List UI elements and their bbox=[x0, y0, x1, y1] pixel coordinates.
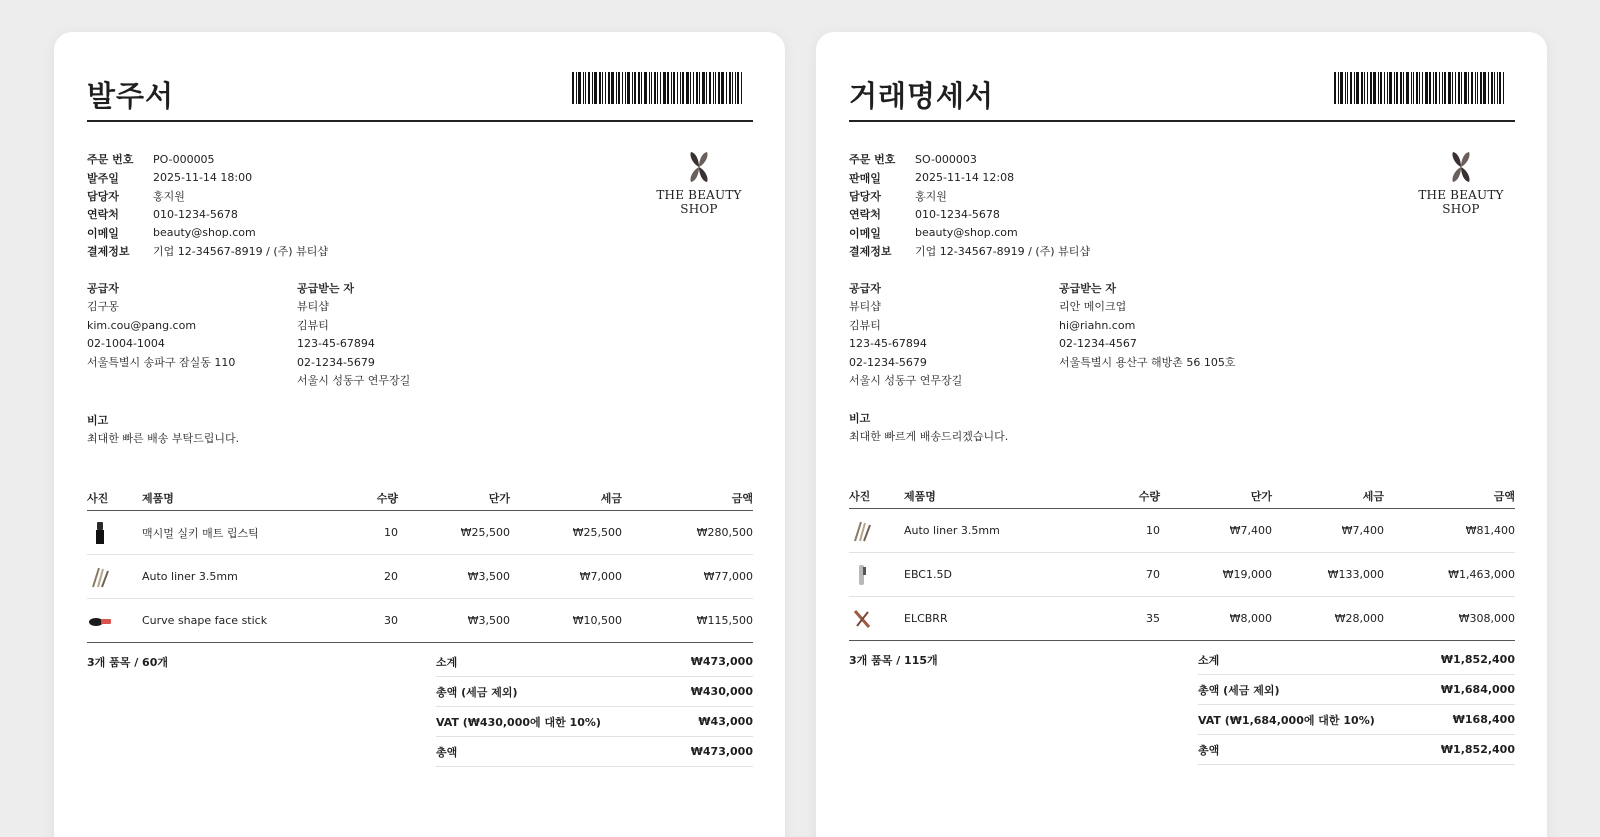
receiver-line: 서울시 성동구 연무장길 bbox=[297, 373, 411, 387]
document-title: 발주서 bbox=[87, 79, 175, 113]
memo-text: 최대한 빠르게 배송드리겠습니다. bbox=[849, 430, 1009, 443]
totals-summary bbox=[1198, 645, 1515, 765]
barcode-stripe bbox=[1433, 72, 1434, 104]
barcode-stripe bbox=[1384, 72, 1385, 104]
info-label: 주문 번호 bbox=[849, 153, 896, 167]
order-info bbox=[849, 150, 1090, 260]
col-price: 단가 bbox=[1250, 489, 1272, 503]
info-row-email bbox=[849, 224, 1090, 242]
table-row bbox=[87, 555, 753, 599]
supplier-line: 02-1004-1004 bbox=[87, 337, 165, 351]
brand-logo bbox=[649, 150, 749, 216]
item-name: Curve shape face stick bbox=[142, 614, 268, 627]
barcode-stripe bbox=[638, 72, 640, 104]
summary-label: 총액 bbox=[436, 745, 458, 759]
barcode-stripe bbox=[1477, 72, 1478, 104]
barcode-stripe bbox=[1396, 72, 1398, 104]
summary-value: ₩168,400 bbox=[1452, 713, 1515, 726]
col-qty: 수량 bbox=[376, 491, 398, 505]
barcode-stripe bbox=[1338, 72, 1339, 104]
table-row bbox=[849, 509, 1515, 553]
barcode-stripe bbox=[1425, 72, 1428, 104]
info-value: 010-1234-5678 bbox=[915, 207, 1000, 221]
summary-value: ₩1,852,400 bbox=[1440, 743, 1515, 756]
barcode-stripe bbox=[1334, 72, 1336, 104]
barcode-stripe bbox=[682, 72, 684, 104]
barcode-stripe bbox=[1491, 72, 1493, 104]
barcode-stripe bbox=[732, 72, 733, 104]
item-name: Auto liner 3.5mm bbox=[904, 524, 1000, 537]
memo bbox=[87, 412, 239, 448]
barcode-stripe bbox=[1497, 72, 1498, 104]
summary-row-vat bbox=[1198, 705, 1515, 735]
summary-row-net bbox=[1198, 675, 1515, 705]
info-value: 2025-11-14 12:08 bbox=[915, 171, 1015, 185]
barcode-stripe bbox=[671, 72, 672, 104]
info-row-email bbox=[87, 224, 328, 242]
barcode-stripe bbox=[1340, 72, 1343, 104]
item-tax: ₩10,500 bbox=[572, 614, 622, 627]
summary-label: 총액 (세금 제외) bbox=[1198, 683, 1280, 697]
barcode-stripe bbox=[1389, 72, 1392, 104]
memo-heading: 비고 bbox=[87, 414, 109, 427]
barcode-stripe bbox=[715, 72, 716, 104]
memo bbox=[849, 410, 1008, 446]
parties bbox=[87, 280, 507, 390]
barcode-stripe bbox=[644, 72, 647, 104]
info-label: 결제정보 bbox=[87, 245, 130, 259]
barcode-stripe bbox=[625, 72, 626, 104]
barcode-stripe bbox=[616, 72, 617, 104]
brand-logo bbox=[1411, 150, 1511, 216]
barcode-stripe bbox=[1373, 72, 1376, 104]
barcode-stripe bbox=[693, 72, 694, 104]
barcode-stripe bbox=[578, 72, 581, 104]
barcode-stripe bbox=[663, 72, 666, 104]
col-name: 제품명 bbox=[904, 489, 936, 503]
barcode-stripe bbox=[741, 72, 742, 104]
barcode-stripe bbox=[735, 72, 736, 104]
barcode-stripe bbox=[611, 72, 614, 104]
photo-cell bbox=[87, 520, 142, 546]
barcode-stripe bbox=[1503, 72, 1504, 104]
summary-value: ₩473,000 bbox=[690, 745, 753, 758]
photo-cell bbox=[849, 562, 904, 588]
receiver-line: 02-1234-5679 bbox=[297, 355, 375, 369]
item-count: 3개 품목 / 60개 bbox=[87, 656, 168, 669]
barcode-stripe bbox=[726, 72, 727, 104]
barcode-stripe bbox=[1455, 72, 1456, 104]
summary-label: 소계 bbox=[436, 655, 458, 669]
barcode-icon bbox=[1334, 72, 1506, 104]
barcode-stripe bbox=[718, 72, 720, 104]
item-qty: 70 bbox=[1146, 568, 1160, 581]
item-qty: 30 bbox=[384, 614, 398, 627]
supplier-line: 서울시 성동구 연무장길 bbox=[849, 373, 963, 387]
info-label: 이메일 bbox=[87, 226, 119, 240]
supplier-heading: 공급자 bbox=[849, 282, 881, 295]
barcode-stripe bbox=[1411, 72, 1412, 104]
info-value: 010-1234-5678 bbox=[153, 207, 238, 221]
barcode-stripe bbox=[1461, 72, 1462, 104]
barcode-stripe bbox=[1429, 72, 1431, 104]
receiver-line: 123-45-67894 bbox=[297, 337, 375, 351]
col-tax: 세금 bbox=[1362, 489, 1384, 503]
barcode-stripe bbox=[686, 72, 689, 104]
barcode-stripe bbox=[709, 72, 711, 104]
purchase-order-card bbox=[54, 32, 785, 837]
title-divider bbox=[87, 120, 753, 122]
item-amount: ₩308,000 bbox=[1458, 612, 1515, 625]
item-price: ₩19,000 bbox=[1222, 568, 1272, 581]
items-table bbox=[849, 483, 1515, 641]
summary-row-total bbox=[1198, 735, 1515, 765]
item-price: ₩3,500 bbox=[467, 614, 510, 627]
item-name: ELCBRR bbox=[904, 612, 948, 625]
table-row bbox=[87, 599, 753, 643]
receiver-line: 김뷰티 bbox=[297, 318, 329, 332]
supplier-block bbox=[849, 280, 1059, 390]
brush-icon bbox=[849, 518, 875, 544]
barcode-stripe bbox=[1403, 72, 1404, 104]
item-qty: 10 bbox=[384, 526, 398, 539]
item-amount: ₩280,500 bbox=[696, 526, 753, 539]
item-count: 3개 품목 / 115개 bbox=[849, 654, 938, 667]
barcode-stripe bbox=[1468, 72, 1469, 104]
item-tax: ₩7,000 bbox=[579, 570, 622, 583]
barcode-stripe bbox=[660, 72, 661, 104]
item-price: ₩8,000 bbox=[1229, 612, 1272, 625]
receiver-heading: 공급받는 자 bbox=[1059, 282, 1116, 295]
barcode-stripe bbox=[1422, 72, 1423, 104]
barcode-stripe bbox=[696, 72, 698, 104]
barcode-stripe bbox=[632, 72, 633, 104]
summary-row-vat bbox=[436, 707, 753, 737]
items-table bbox=[87, 485, 753, 643]
summary-row-subtotal bbox=[436, 647, 753, 677]
barcode-stripe bbox=[1345, 72, 1346, 104]
tube-icon bbox=[849, 562, 875, 588]
info-value: beauty@shop.com bbox=[915, 226, 1018, 240]
item-name: Auto liner 3.5mm bbox=[142, 570, 238, 583]
supplier-line: 123-45-67894 bbox=[849, 337, 927, 351]
barcode-stripe bbox=[690, 72, 691, 104]
item-qty: 20 bbox=[384, 570, 398, 583]
photo-cell bbox=[849, 518, 904, 544]
info-value: PO-000005 bbox=[153, 152, 215, 166]
barcode-stripe bbox=[729, 72, 731, 104]
receiver-line: 뷰티샵 bbox=[297, 300, 329, 314]
items-header bbox=[849, 483, 1515, 509]
logo-text: THE BEAUTY SHOP bbox=[656, 188, 742, 216]
info-label: 담당자 bbox=[849, 189, 881, 203]
barcode-stripe bbox=[1452, 72, 1453, 104]
barcode-stripe bbox=[677, 72, 678, 104]
summary-label: VAT (₩1,684,000에 대한 10%) bbox=[1198, 713, 1375, 727]
info-row-manager bbox=[849, 187, 1090, 205]
item-price: ₩7,400 bbox=[1229, 524, 1272, 537]
barcode-stripe bbox=[588, 72, 590, 104]
barcode-stripe bbox=[657, 72, 658, 104]
info-value: 홍지원 bbox=[153, 189, 185, 203]
transaction-statement-card bbox=[816, 32, 1547, 837]
supplier-block bbox=[87, 280, 297, 390]
barcode-stripe bbox=[594, 72, 597, 104]
summary-label: 총액 (세금 제외) bbox=[436, 685, 518, 699]
supplier-line: 서울특별시 송파구 잠실동 110 bbox=[87, 355, 236, 369]
barcode-stripe bbox=[1471, 72, 1473, 104]
info-row-date bbox=[849, 168, 1090, 186]
summary-label: 총액 bbox=[1198, 743, 1220, 757]
barcode-stripe bbox=[1448, 72, 1451, 104]
summary-row-net bbox=[436, 677, 753, 707]
info-row-order-number bbox=[849, 150, 1090, 168]
barcode-stripe bbox=[585, 72, 586, 104]
barcode-stripe bbox=[1364, 72, 1365, 104]
col-qty: 수량 bbox=[1138, 489, 1160, 503]
info-label: 주문 번호 bbox=[87, 153, 134, 167]
info-value: SO-000003 bbox=[915, 152, 977, 166]
barcode-stripe bbox=[576, 72, 577, 104]
info-row-phone bbox=[87, 205, 328, 223]
barcode-stripe bbox=[1494, 72, 1495, 104]
memo-heading: 비고 bbox=[849, 412, 871, 425]
supplier-line: 뷰티샵 bbox=[849, 300, 881, 314]
barcode-stripe bbox=[583, 72, 584, 104]
info-label: 발주일 bbox=[87, 171, 119, 185]
info-label: 연락처 bbox=[87, 208, 119, 222]
face-stick-icon bbox=[87, 608, 113, 634]
col-name: 제품명 bbox=[142, 491, 174, 505]
barcode-icon bbox=[572, 72, 744, 104]
barcode-stripe bbox=[592, 72, 593, 104]
barcode-stripe bbox=[618, 72, 620, 104]
item-amount: ₩81,400 bbox=[1465, 524, 1515, 537]
flower-logo-icon bbox=[1443, 150, 1479, 184]
col-photo: 사진 bbox=[849, 489, 871, 503]
barcode-stripe bbox=[1439, 72, 1440, 104]
barcode-stripe bbox=[713, 72, 714, 104]
barcode-stripe bbox=[641, 72, 642, 104]
summary-label: 소계 bbox=[1198, 653, 1220, 667]
logo-text: THE BEAUTY SHOP bbox=[1418, 188, 1504, 216]
item-price: ₩25,500 bbox=[460, 526, 510, 539]
barcode-stripe bbox=[1464, 72, 1467, 104]
supplier-line: 김구몽 bbox=[87, 300, 119, 314]
barcode-stripe bbox=[1488, 72, 1489, 104]
barcode-stripe bbox=[1361, 72, 1363, 104]
item-tax: ₩25,500 bbox=[572, 526, 622, 539]
barcode-stripe bbox=[673, 72, 675, 104]
info-value: 기업 12-34567-8919 / (주) 뷰티샵 bbox=[915, 245, 1090, 259]
barcode-stripe bbox=[1380, 72, 1382, 104]
receiver-line: 02-1234-4567 bbox=[1059, 337, 1137, 351]
barcode-stripe bbox=[602, 72, 603, 104]
info-value: 홍지원 bbox=[915, 189, 947, 203]
barcode-stripe bbox=[1350, 72, 1352, 104]
order-info bbox=[87, 150, 328, 260]
barcode-stripe bbox=[572, 72, 574, 104]
info-row-manager bbox=[87, 187, 328, 205]
memo-text: 최대한 빠른 배송 부탁드립니다. bbox=[87, 432, 240, 445]
col-tax: 세금 bbox=[600, 491, 622, 505]
barcode-stripe bbox=[1354, 72, 1355, 104]
summary-value: ₩1,852,400 bbox=[1440, 653, 1515, 666]
barcode-stripe bbox=[680, 72, 681, 104]
item-amount: ₩115,500 bbox=[696, 614, 753, 627]
barcode-stripe bbox=[706, 72, 707, 104]
receiver-line: 서울특별시 용산구 해방촌 56 105호 bbox=[1059, 355, 1236, 369]
col-amount: 금액 bbox=[731, 491, 753, 505]
document-title: 거래명세서 bbox=[849, 79, 995, 113]
info-label: 연락처 bbox=[849, 208, 881, 222]
item-tax: ₩28,000 bbox=[1334, 612, 1384, 625]
supplier-heading: 공급자 bbox=[87, 282, 119, 295]
barcode-stripe bbox=[667, 72, 669, 104]
title-divider bbox=[849, 120, 1515, 122]
barcode-stripe bbox=[1370, 72, 1372, 104]
barcode-stripe bbox=[1413, 72, 1414, 104]
info-value: 2025-11-14 18:00 bbox=[153, 171, 253, 185]
summary-value: ₩43,000 bbox=[698, 715, 753, 728]
photo-cell bbox=[87, 564, 142, 590]
summary-label: VAT (₩430,000에 대한 10%) bbox=[436, 715, 601, 729]
info-label: 담당자 bbox=[87, 189, 119, 203]
barcode-stripe bbox=[699, 72, 700, 104]
col-amount: 금액 bbox=[1493, 489, 1515, 503]
receiver-block bbox=[297, 280, 507, 390]
barcode-stripe bbox=[1387, 72, 1388, 104]
barcode-stripe bbox=[1483, 72, 1486, 104]
item-tax: ₩7,400 bbox=[1341, 524, 1384, 537]
barcode-stripe bbox=[1347, 72, 1348, 104]
item-tax: ₩133,000 bbox=[1327, 568, 1384, 581]
barcode-stripe bbox=[651, 72, 652, 104]
info-value: beauty@shop.com bbox=[153, 226, 256, 240]
barcode-stripe bbox=[737, 72, 739, 104]
item-name: 맥시멀 실키 매트 립스틱 bbox=[142, 526, 259, 540]
barcode-stripe bbox=[721, 72, 724, 104]
item-price: ₩3,500 bbox=[467, 570, 510, 583]
barcode-stripe bbox=[1480, 72, 1482, 104]
summary-value: ₩430,000 bbox=[690, 685, 753, 698]
receiver-line: hi@riahn.com bbox=[1059, 318, 1136, 332]
barcode-stripe bbox=[599, 72, 601, 104]
summary-row-subtotal bbox=[1198, 645, 1515, 675]
barcode-stripe bbox=[605, 72, 606, 104]
barcode-stripe bbox=[1394, 72, 1395, 104]
item-amount: ₩1,463,000 bbox=[1448, 568, 1515, 581]
barcode-stripe bbox=[654, 72, 656, 104]
item-qty: 10 bbox=[1146, 524, 1160, 537]
barcode-stripe bbox=[1400, 72, 1402, 104]
receiver-heading: 공급받는 자 bbox=[297, 282, 354, 295]
barcode-stripe bbox=[1416, 72, 1418, 104]
item-name: EBC1.5D bbox=[904, 568, 952, 581]
barcode-stripe bbox=[1442, 72, 1443, 104]
barcode-stripe bbox=[622, 72, 623, 104]
table-row bbox=[87, 511, 753, 555]
lipstick-icon bbox=[87, 520, 113, 546]
items-header bbox=[87, 485, 753, 511]
summary-row-total bbox=[436, 737, 753, 767]
supplier-line: 02-1234-5679 bbox=[849, 355, 927, 369]
info-value: 기업 12-34567-8919 / (주) 뷰티샵 bbox=[153, 245, 328, 259]
photo-cell bbox=[849, 606, 904, 632]
info-row-payment bbox=[87, 242, 328, 260]
barcode-stripe bbox=[649, 72, 650, 104]
tool-icon bbox=[849, 606, 875, 632]
barcode-stripe bbox=[1367, 72, 1368, 104]
parties bbox=[849, 280, 1269, 390]
summary-value: ₩1,684,000 bbox=[1440, 683, 1515, 696]
barcode-stripe bbox=[1378, 72, 1379, 104]
info-row-phone bbox=[849, 205, 1090, 223]
table-row bbox=[849, 597, 1515, 641]
item-qty: 35 bbox=[1146, 612, 1160, 625]
table-row bbox=[849, 553, 1515, 597]
info-label: 판매일 bbox=[849, 171, 881, 185]
col-price: 단가 bbox=[488, 491, 510, 505]
barcode-stripe bbox=[702, 72, 705, 104]
col-photo: 사진 bbox=[87, 491, 109, 505]
info-row-payment bbox=[849, 242, 1090, 260]
barcode-stripe bbox=[1444, 72, 1446, 104]
info-row-date bbox=[87, 168, 328, 186]
info-row-order-number bbox=[87, 150, 328, 168]
barcode-stripe bbox=[1419, 72, 1420, 104]
barcode-stripe bbox=[1475, 72, 1476, 104]
receiver-block bbox=[1059, 280, 1269, 390]
summary-value: ₩473,000 bbox=[690, 655, 753, 668]
barcode-stripe bbox=[1499, 72, 1501, 104]
info-label: 결제정보 bbox=[849, 245, 892, 259]
brush-icon bbox=[87, 564, 113, 590]
barcode-stripe bbox=[1435, 72, 1437, 104]
barcode-stripe bbox=[627, 72, 630, 104]
barcode-stripe bbox=[1356, 72, 1359, 104]
info-label: 이메일 bbox=[849, 226, 881, 240]
barcode-stripe bbox=[634, 72, 636, 104]
receiver-line: 리안 메이크업 bbox=[1059, 300, 1127, 314]
item-amount: ₩77,000 bbox=[703, 570, 753, 583]
supplier-line: 김뷰티 bbox=[849, 318, 881, 332]
supplier-line: kim.cou@pang.com bbox=[87, 318, 197, 332]
flower-logo-icon bbox=[681, 150, 717, 184]
barcode-stripe bbox=[608, 72, 610, 104]
barcode-stripe bbox=[1458, 72, 1460, 104]
totals-summary bbox=[436, 647, 753, 767]
barcode-stripe bbox=[1406, 72, 1409, 104]
photo-cell bbox=[87, 608, 142, 634]
